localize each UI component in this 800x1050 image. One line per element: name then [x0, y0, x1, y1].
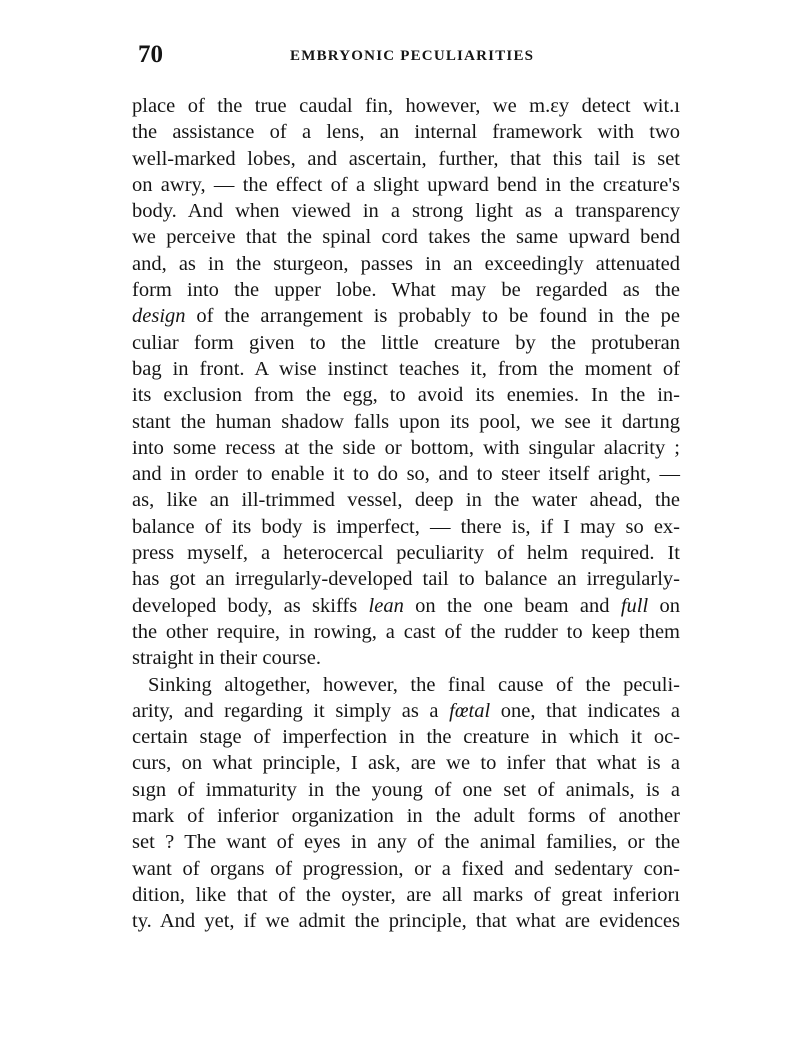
text-fragment: on the one beam and [403, 594, 621, 617]
text-line: the assistance of a lens, an internal framework with two [132, 121, 680, 144]
text-line: straight in their course. [132, 647, 322, 670]
text-line [132, 698, 680, 724]
text-line: mark of inferior organization in the adult forms of another [132, 805, 680, 828]
text-line: dition, like that of the oyster, are all marks of great inferiorı [132, 883, 680, 906]
running-head [132, 40, 682, 70]
text-line: ty. And yet, if we admit the principle, that what are evidences [132, 910, 680, 933]
text-line: and, as in the sturgeon, passes in an exceedingly attenuated [132, 252, 680, 275]
text-line: bag in front. A wise instinct teaches it, from the moment of [132, 357, 680, 380]
text-line: curs, on what principle, I ask, are we to infer that what is a [132, 752, 680, 775]
page-number: 70 [138, 41, 163, 68]
text-line: place of the true caudal fin, however, we m.ɛy detect wit.ı [132, 95, 680, 117]
text-line: certain stage of imperfection in the creature in which it oc- [132, 726, 680, 749]
text-line: as, like an ill-trimmed vessel, deep in the water ahead, the [132, 489, 680, 512]
text-line: has got an irregularly-developed tail to balance an irregularly- [132, 568, 680, 591]
body-text [132, 93, 680, 935]
text-line: want of organs of progression, or a fixed and sedentary con- [132, 857, 680, 880]
text-fragment: arity, and regarding it simply as a [132, 699, 450, 722]
italic-word: fœtal [449, 699, 491, 722]
text-line: on awry, — the effect of a slight upward bend in the crεature's [132, 173, 680, 196]
text-line: we perceive that the spinal cord takes the same upward bend [132, 226, 680, 249]
text-line: balance of its body is imperfect, — there is, if I may so ex- [132, 515, 680, 538]
text-line [132, 303, 680, 329]
text-line: into some recess at the side or bottom, with singular alacrity ; [132, 436, 680, 459]
text-line: culiar form given to the little creature by the protuberan [132, 331, 680, 354]
running-title: EMBRYONIC PECULIARITIES [290, 48, 535, 64]
text-line: set ? The want of eyes in any of the animal families, or the [132, 831, 680, 854]
text-fragment: of the arrangement is probably to be found in the pe [185, 305, 680, 328]
italic-word: full [620, 594, 649, 617]
text-line: stant the human shadow falls upon its pool, we see it dartıng [132, 410, 680, 433]
text-line: sıgn of immaturity in the young of one set of animals, is a [132, 778, 680, 801]
text-line: Sinking altogether, however, the final cause of the peculi- [148, 673, 680, 696]
text-line: and in order to enable it to do so, and to steer itself aright, — [132, 463, 680, 486]
text-line: its exclusion from the egg, to avoid its enemies. In the in- [132, 384, 680, 407]
text-fragment: one, that indicates a [490, 699, 680, 722]
italic-word: design [132, 305, 186, 328]
text-line: press myself, a heterocercal peculiarity of helm required. It [132, 542, 680, 565]
italic-word: lean [368, 594, 404, 617]
text-line: well-marked lobes, and ascertain, further, that this tail is set [132, 147, 680, 170]
text-fragment: developed body, as skiffs [132, 594, 369, 617]
text-line: body. And when viewed in a strong light as a transparency [132, 200, 680, 223]
text-line: the other require, in rowing, a cast of the rudder to keep them [132, 620, 680, 643]
text-line [132, 593, 680, 619]
text-line: form into the upper lobe. What may be regarded as the [132, 279, 680, 302]
text-fragment: on [648, 594, 681, 617]
